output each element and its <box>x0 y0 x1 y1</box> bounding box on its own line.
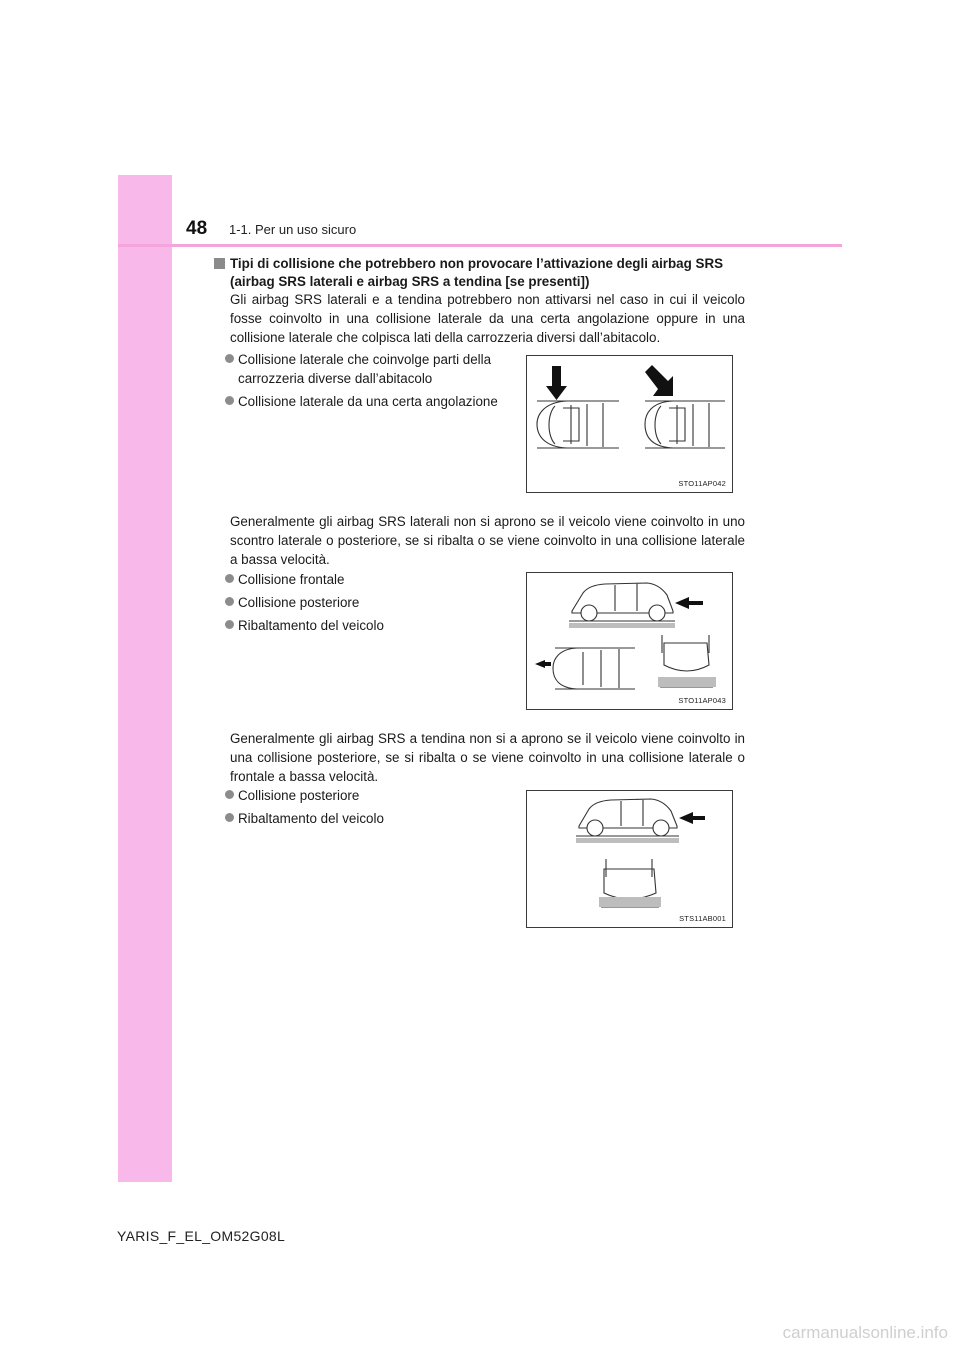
side-tab <box>118 175 172 1182</box>
page-number: 48 <box>186 218 208 239</box>
figure-code: STO11AP042 <box>678 479 726 488</box>
list-item: Collisione posteriore <box>225 593 505 612</box>
section-title: Tipi di collisione che potrebbero non provocare l’attivazione degli airbag SRS (airbag SRS laterali e airbag SRS a tendina [se presenti]) <box>230 256 724 289</box>
paragraph: Generalmente gli airbag SRS a tendina non si a aprono se il veicolo viene coinvolto in una collisione posteriore, se si ribalta o se viene coinvolto in una collisione laterale o frontale a bassa velocità. <box>230 731 745 784</box>
figure-code: STO11AP043 <box>678 696 726 705</box>
watermark: carmanualsonline.info <box>782 1323 948 1342</box>
frontal-collision-list <box>225 570 505 639</box>
list-item: Collisione laterale da una certa angolazione <box>225 392 510 411</box>
list-item: Ribaltamento del veicolo <box>225 616 505 635</box>
paragraph: Generalmente gli airbag SRS laterali non si aprono se il veicolo viene coinvolto in uno scontro laterale o posteriore, se si ribalta o se viene coinvolto in una collisione laterale a bassa velocità. <box>230 514 745 567</box>
car-rear-rollover-illustration <box>527 791 732 927</box>
figure-frontal-rear-rollover <box>526 572 733 710</box>
list-item: Collisione posteriore <box>225 786 505 805</box>
list-item: Collisione laterale che coinvolge parti della carrozzeria diverse dall’abitacolo <box>225 350 510 388</box>
curtain-airbag-list <box>225 786 505 832</box>
car-side-view-illustration <box>527 573 732 709</box>
document-code: YARIS_F_EL_OM52G08L <box>117 1228 286 1244</box>
intro-paragraph: Gli airbag SRS laterali e a tendina potrebbero non attivarsi nel caso in cui il veicolo fosse coinvolto in una collisione laterale da una certa angolazione oppure in una collisione laterale che colpisca lati della carrozzeria diversi dall’abitacolo. <box>230 292 745 345</box>
car-top-view-illustration <box>527 356 732 492</box>
side-collision-list <box>225 350 510 415</box>
list-item: Ribaltamento del veicolo <box>225 809 505 828</box>
header-rule <box>118 244 842 247</box>
square-bullet-icon <box>214 258 225 269</box>
figure-side-collisions <box>526 355 733 493</box>
chapter-title: 1-1. Per un uso sicuro <box>229 222 357 237</box>
figure-rear-rollover <box>526 790 733 928</box>
figure-code: STS11AB001 <box>679 914 726 923</box>
section-heading <box>214 255 746 291</box>
list-item: Collisione frontale <box>225 570 505 589</box>
